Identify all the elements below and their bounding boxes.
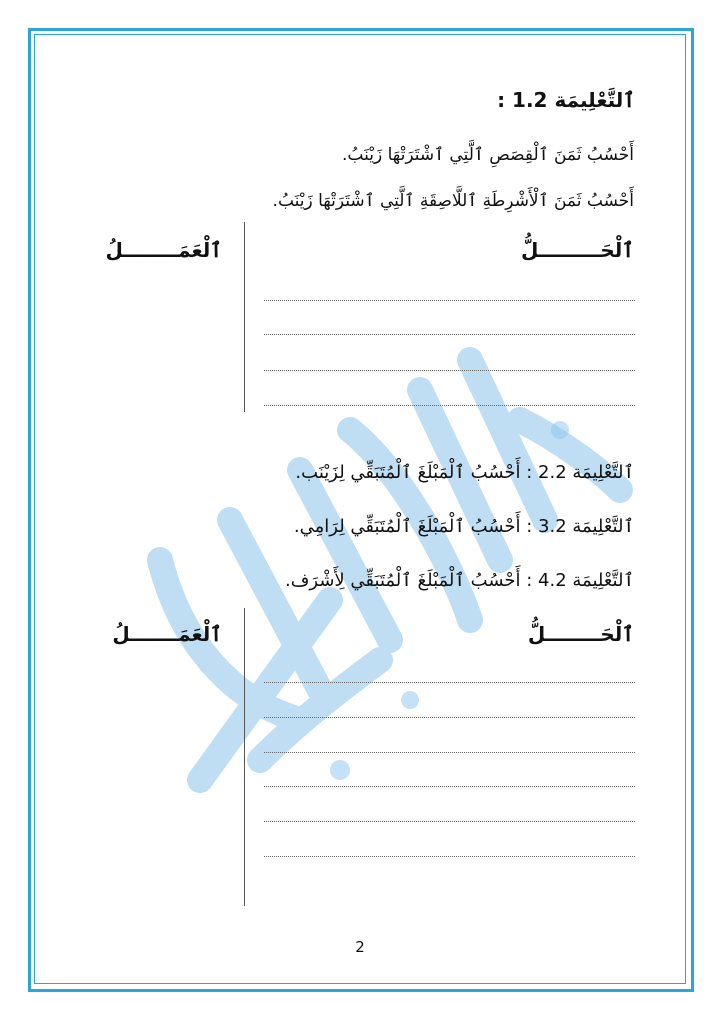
- answer-line[interactable]: [264, 370, 635, 371]
- work-heading-1: ٱلْعَمَــــــــلُ: [105, 238, 222, 262]
- solution-heading-1: ٱلْحَـــــــــلُّ: [520, 238, 634, 262]
- answer-line[interactable]: [264, 405, 635, 406]
- solution-heading-2: ٱلْحَــــــــلُّ: [527, 622, 634, 646]
- column-divider-1: [244, 222, 245, 412]
- task-1-2-line-2: أَحْسُبُ ثَمَنَ ٱلْأَشْرِطَةِ ٱللَّاصِقَةِ ٱلَّتِي ٱشْتَرَتْهَا زَيْنَبُ.: [272, 191, 634, 211]
- page-border-inner: [34, 34, 686, 984]
- answer-line[interactable]: [264, 300, 635, 301]
- task-1-2-line-1: أَحْسُبُ ثَمَنَ ٱلْقِصَصِ ٱلَّتِي ٱشْتَرَتْهَا زَيْنَبُ.: [342, 145, 634, 165]
- answer-line[interactable]: [264, 682, 635, 683]
- answer-line[interactable]: [264, 752, 635, 753]
- task-4-2: ٱلتَّعْلِيمَة 4.2 : أَحْسُبُ ٱلْمَبْلَغَ ٱلْمُتَبَقِّي لِأَشْرَف.: [285, 570, 634, 591]
- answer-line[interactable]: [264, 334, 635, 335]
- answer-line[interactable]: [264, 821, 635, 822]
- answer-line[interactable]: [264, 856, 635, 857]
- column-divider-2: [244, 608, 245, 906]
- work-heading-2: ٱلْعَمَـــــــلُ: [112, 622, 222, 646]
- answer-line[interactable]: [264, 717, 635, 718]
- task-1-2-title: ٱلتَّعْلِيمَة 1.2 :: [497, 88, 635, 112]
- page-number: 2: [355, 938, 365, 956]
- answer-line[interactable]: [264, 786, 635, 787]
- task-2-2: ٱلتَّعْلِيمَة 2.2 : أَحْسُبُ ٱلْمَبْلَغَ ٱلْمُتَبَقِّي لِزَيْنَب.: [295, 462, 634, 483]
- task-3-2: ٱلتَّعْلِيمَة 3.2 : أَحْسُبُ ٱلْمَبْلَغَ ٱلْمُتَبَقِّي لِرَامِي.: [293, 516, 634, 537]
